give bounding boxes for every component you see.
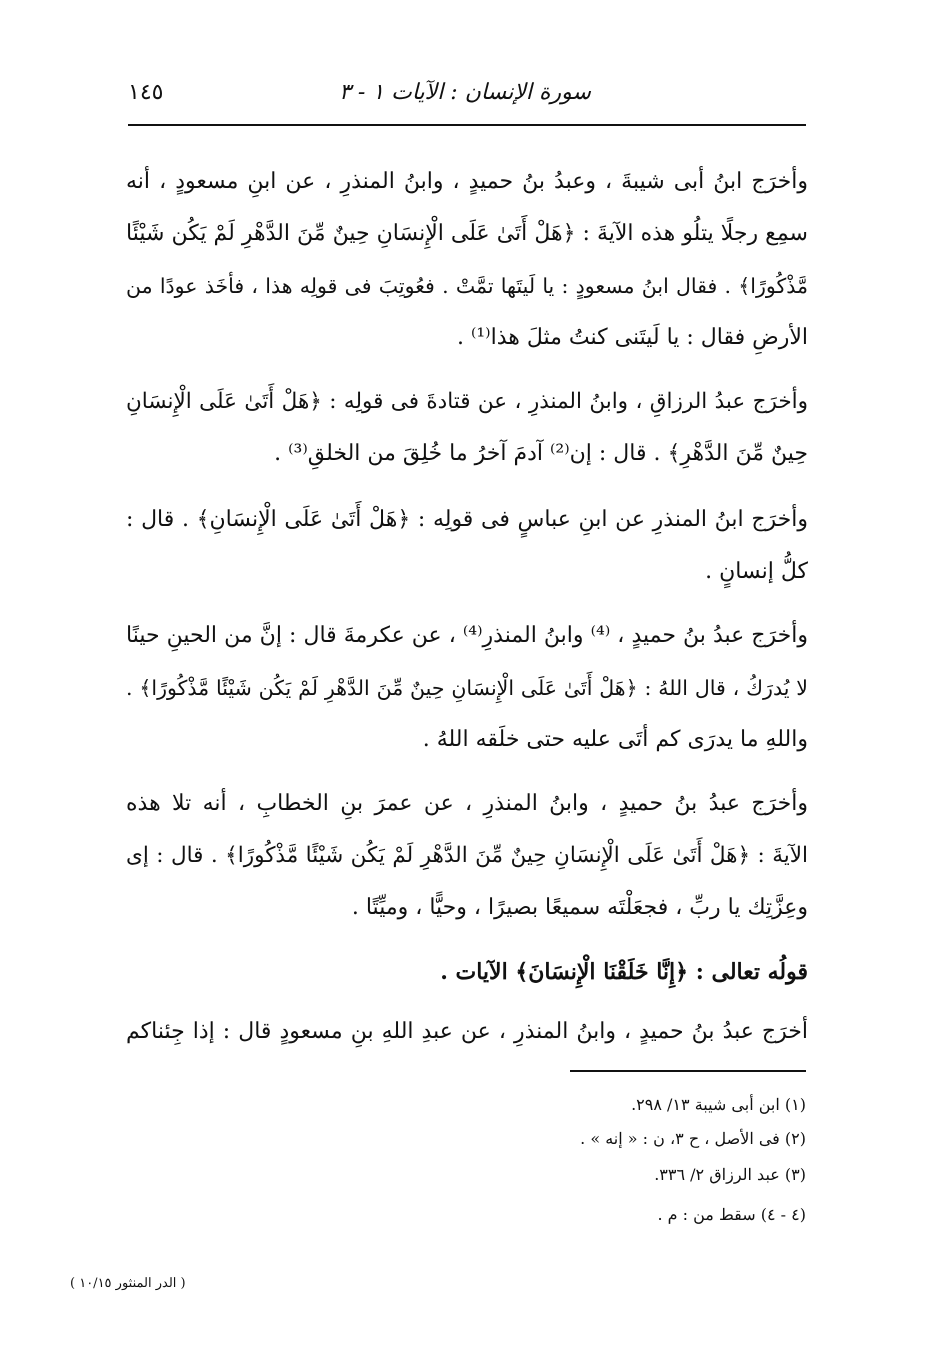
- footnote-2: (٢) فى الأصل ، ح ٣، ن : « إنه » .: [580, 1129, 806, 1148]
- body-line-14: وعِزَّتِك يا ربِّ ، فجعَلْتَه سميعًا بصيرًا ، وحيًّا ، وميِّتًا .: [351, 895, 808, 920]
- running-header-title: سورة الإنسان : الآيات ١ - ٣: [339, 80, 591, 105]
- body-line-13: الآيةَ : ﴿هَلْ أَتَىٰ عَلَى الْإِنسَانِ حِينٌ مِّنَ الدَّهْرِ لَمْ يَكُن شَيْئًا مَّذْكُورًا﴾ . قال : إى: [126, 843, 808, 868]
- body-line-3: مَّذْكُورًا﴾ . فقال ابنُ مسعودٍ : يا لَيتَها تمَّتْ . فعُوتِبَ فى قولِه هذا ، فأخَذ عودًا من: [126, 274, 808, 298]
- body-line-10: لا يُدرَكُ ، قال اللهُ : ﴿هَلْ أَتَىٰ عَلَى الْإِنسَانِ حِينٌ مِّنَ الدَّهْرِ لَمْ يَكُن شَيْئًا مَّذْكُورًا﴾ .: [126, 676, 808, 700]
- body-line-16: أخرَج عبدُ بنُ حميدٍ ، وابنُ المنذرِ ، عن عبدِ اللهِ بنِ مسعودٍ قال : إذا جِئناكم: [126, 1019, 808, 1044]
- section-heading: قولُه تعالى : ﴿إِنَّا خَلَقْنَا الْإِنسَانَ﴾ الآيات .: [440, 959, 808, 985]
- footnote-1: (١) ابن أبى شيبة ١٣/ ٢٩٨.: [631, 1095, 806, 1114]
- body-line-1: وأخرَج ابنُ أبى شيبةَ ، وعبدُ بنُ حميدٍ ، وابنُ المنذرِ ، عن ابنِ مسعودٍ ، أنه: [126, 169, 808, 194]
- body-line-6: حِينٌ مِّنَ الدَّهْرِ﴾ . قال : إن⁽²⁾ آدمَ آخرُ ما خُلِقَ من الخلقِ⁽³⁾ .: [274, 441, 808, 466]
- body-line-2: سمِع رجلًا يتلُو هذه الآيةَ : ﴿هَلْ أَتَىٰ عَلَى الْإِنسَانِ حِينٌ مِّنَ الدَّهْرِ لَمْ يَكُن شَيْئًا: [126, 221, 808, 246]
- body-line-11: واللهِ ما يدرَى كم أتَى عليه حتى خلَقه اللهُ .: [422, 727, 808, 752]
- body-line-7: وأخرَج ابنُ المنذرِ عن ابنِ عباسٍ فى قولِه : ﴿هَلْ أَتَىٰ عَلَى الْإِنسَانِ﴾ . قال :: [126, 507, 808, 532]
- footnote-4: (٤ - ٤) سقط من : م .: [657, 1205, 806, 1224]
- footnote-rule: [570, 1070, 806, 1072]
- page-number: ١٤٥: [128, 80, 164, 105]
- body-line-4: الأرضِ فقال : يا لَيتَنى كنتُ مثلَ هذا⁽¹⁾ .: [456, 325, 808, 350]
- header-rule: [128, 124, 806, 126]
- body-line-8: كلُّ إنسانٍ .: [705, 559, 808, 584]
- body-line-5: وأخرَج عبدُ الرزاقِ ، وابنُ المنذرِ ، عن قتادةَ فى قولِه : ﴿هَلْ أَتَىٰ عَلَى الْإِنسَانِ: [126, 389, 808, 414]
- footnote-3: (٣) عبد الرزاق ٢/ ٣٣٦.: [654, 1165, 806, 1184]
- body-line-12: وأخرَج عبدُ بنُ حميدٍ ، وابنُ المنذرِ ، عن عمرَ بنِ الخطابِ ، أنه تلا هذه: [126, 791, 808, 816]
- source-reference: ( الدر المنثور ١٠/١٥ ): [70, 1276, 186, 1291]
- body-line-9: وأخرَج عبدُ بنُ حميدٍ ، ⁽⁴⁾ وابنُ المنذرِ⁽⁴⁾ ، عن عكرمةَ قال : إنَّ من الحينِ حينًا: [126, 623, 808, 648]
